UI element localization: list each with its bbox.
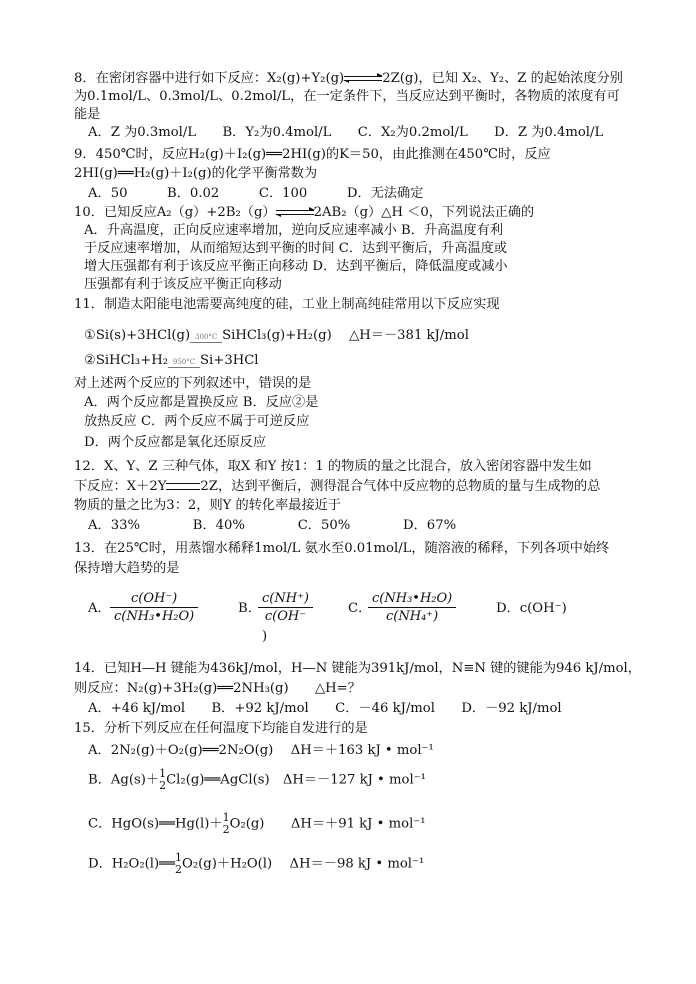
q11-option-a: A．两个反应都是置换反应 B．反应②是: [84, 395, 319, 410]
q11-line-1: 11．制造太阳能电池需要高纯度的硅，工业上制高纯硅常用以下反应实现: [74, 297, 500, 312]
q10-line-1: [74, 204, 534, 222]
q13-line-1: 13．在25℃时，用蒸馏水稀释1mol/L 氨水至0.01mol/L，随溶液的稀释，下列各项中始终: [74, 541, 610, 556]
q15-line-1: 15．分析下列反应在任何温度下均能自发进行的是: [74, 721, 368, 736]
q12-options: A．33% B．40% C．50% D．67%: [88, 518, 457, 533]
fraction-half: 1 2: [159, 767, 167, 792]
q13-option-c: $\frac{\text{c(NH₃•H₂O)}}{\text{c(NH₄⁺)}}$: [368, 590, 456, 625]
equilibrium-arrow-icon: [344, 74, 382, 84]
q10-line-2: A．升高温度，正向反应速率增加，逆向反应速率减小 B．升高温度有利: [84, 223, 504, 238]
q11-option-d: D．两个反应都是氧化还原反应: [84, 435, 267, 450]
q11-line-2: 对上述两个反应的下列叙述中，错误的是: [74, 376, 312, 391]
q12-text-2b: 2Z，达到平衡后，测得混合气体中反应物的总物质的量与生成物的总: [200, 479, 601, 494]
q11-reaction-1: [84, 327, 469, 345]
q13-option-b-label: B．: [238, 601, 261, 616]
q15-option-d: D．H₂O₂(l)══ 1 2 O₂(g)＋H₂O(l) ΔH＝－98 kJ • mol⁻¹: [88, 851, 425, 876]
q8-line-1: [74, 70, 623, 88]
q12-line-1: 12．X、Y、Z 三种气体，取X 和Y 按1：1 的物质的量之比混合，放入密闭容器中发生如: [74, 459, 592, 474]
q11-r1-right: SiHCl₃(g)+H₂(g) △H＝－381 kJ/mol: [222, 328, 469, 343]
reaction-condition: 950°C: [168, 358, 200, 368]
q14-line-1: 14．已知H—H 键能为436kJ/mol，H—N 键能为391kJ/mol，N≡N 键的键能为946 kJ/mol，: [74, 661, 641, 676]
q14-line-2: 则反应：N₂(g)+3H₂(g)══2NH₃(g) △H=？: [74, 681, 361, 696]
q9-options: A．50 B．0.02 C．100 D．无法确定: [88, 186, 424, 201]
q10-text-1a: 10．已知反应A₂（g）+2B₂（g）: [74, 205, 276, 220]
q13-option-c-label: C．: [348, 601, 372, 616]
q15-option-a: A．2N₂(g)＋O₂(g)══2N₂O(g) ΔH＝＋163 kJ • mol⁻¹: [88, 743, 434, 758]
q9-line-2: 2HI(g)══H₂(g)＋I₂(g)的化学平衡常数为: [74, 166, 318, 181]
q10-text-1b: 2AB₂（g）△H ＜0，下列说法正确的: [313, 205, 535, 220]
q9-line-1: 9．450℃时，反应H₂(g)＋I₂(g)══2HI(g)的K＝50，由此推测在450℃时，反应: [74, 147, 551, 162]
q8-text-1a: 8．在密闭容器中进行如下反应：X₂(g)+Y₂(g): [74, 71, 345, 86]
q8-line-2: 为0.1mol/L、0.3mol/L、0.2mol/L，在一定条件下，当反应达到平衡时，各物质的浓度有可: [74, 89, 620, 104]
q11-r1-left: ①Si(s)+3HCl(g): [84, 328, 191, 343]
q8-text-1b: 2Z(g)，已知 X₂、Y₂、Z 的起始浓度分别: [382, 71, 623, 86]
equals-arrow-icon: [166, 483, 200, 490]
q12-line-3: 物质的量之比为3：2，则Y 的转化率最接近于: [74, 498, 342, 513]
q13-option-b-paren: ): [262, 629, 268, 644]
q11-option-b: 放热反应 C．两个反应不属于可逆反应: [84, 414, 310, 429]
q10-line-3: 于反应速率增加，从而缩短达到平衡的时间 C．达到平衡后，升高温度或: [84, 241, 508, 256]
q13-option-a-label: A．: [88, 601, 111, 616]
q14-options: A．+46 kJ/mol B．+92 kJ/mol C．－46 kJ/mol D．－92 kJ/mol: [88, 701, 562, 716]
reaction-condition: 300°C: [190, 333, 222, 343]
q12-line-2: [74, 478, 600, 496]
q13-option-a: $\frac{c(OH^-)}{\text{c(NH₃•H₂O)}}$: [110, 590, 198, 625]
equilibrium-arrow-icon: [276, 208, 314, 218]
q11-reaction-2: [84, 352, 259, 370]
q11-r2-right: Si+3HCl: [200, 353, 259, 368]
q13-option-b: $\frac{c(NH^+)}{c(OH^-}$: [258, 590, 313, 625]
q10-line-5: 压强都有利于该反应平衡正向移动: [84, 277, 282, 292]
q15-option-c: C．HgO(s)══Hg(l)＋ 1 2 O₂(g) ΔH＝＋91 kJ • mol⁻¹: [88, 811, 426, 836]
q12-text-2a: 下反应：X＋2Y: [74, 479, 167, 494]
q11-r2-left: ②SiHCl₃+H₂: [84, 353, 169, 368]
q15-option-b: B．Ag(s)＋ 1 2 Cl₂(g)══AgCl(s) ΔH＝－127 kJ • mol⁻¹: [88, 767, 426, 792]
q13-line-2: 保持增大趋势的是: [74, 561, 180, 576]
q8-options: A．Z 为0.3mol/L B．Y₂为0.4mol/L C．X₂为0.2mol/L D．Z 为0.4mol/L: [88, 125, 604, 140]
fraction-half: 1 2: [222, 811, 230, 836]
fraction-half: 1 2: [175, 851, 183, 876]
q10-line-4: 增大压强都有利于该反应平衡正向移动 D．达到平衡后，降低温度或减小: [84, 259, 508, 274]
q13-option-d: D．c(OH⁻): [496, 601, 567, 616]
q8-line-3: 能是: [74, 107, 101, 122]
